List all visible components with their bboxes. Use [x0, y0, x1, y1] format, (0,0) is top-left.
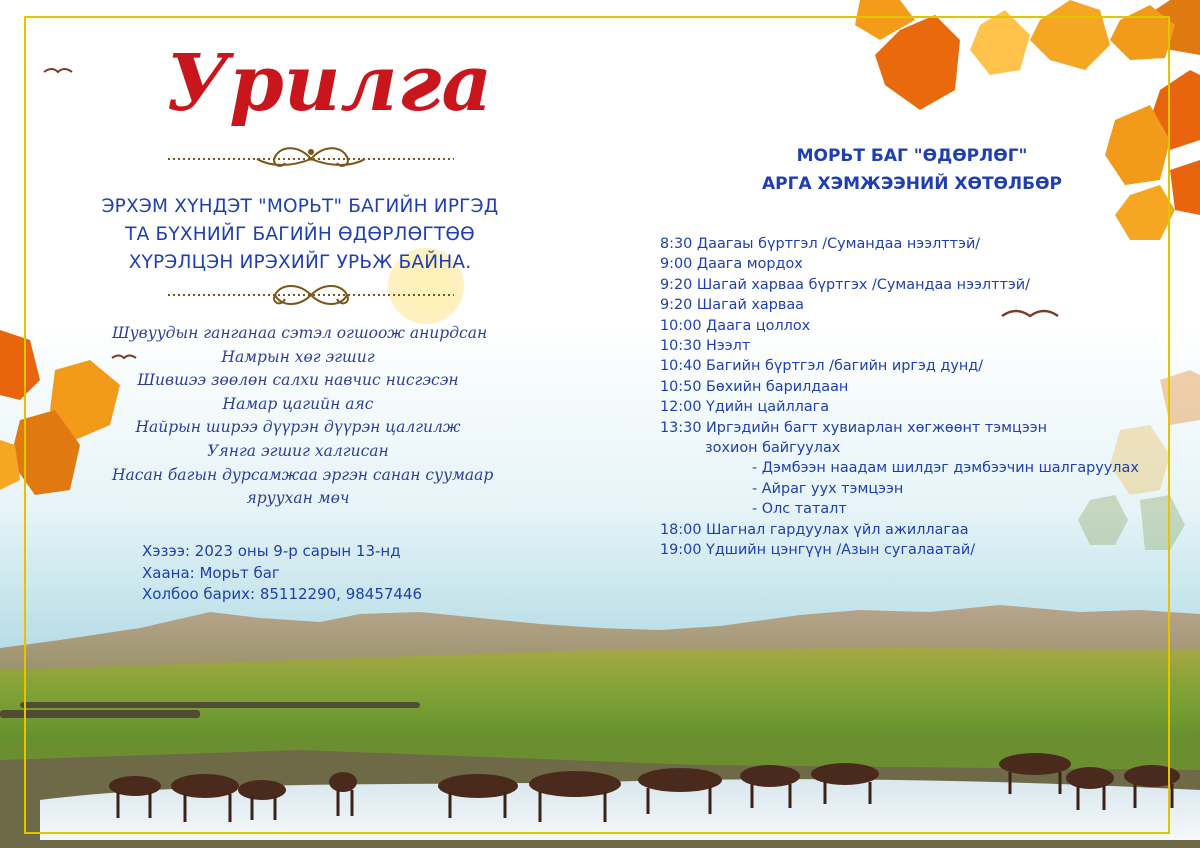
poem-line: Намрын хөг эгшиг	[221, 347, 375, 366]
program-title	[722, 142, 1102, 198]
schedule-row: 19:00 Үдшийн цэнгүүн /Азын сугалаатай/	[660, 542, 976, 559]
poem-line: Намар цагийн аяс	[222, 394, 374, 413]
event-contact: Холбоо барих: 85112290, 98457446	[142, 585, 423, 603]
schedule-row: 10:40 Багийн бүртгэл /багийн иргэд дунд/	[660, 358, 984, 375]
program-title-line: МОРЬТ БАГ "ӨДӨРЛӨГ"	[796, 146, 1028, 166]
poem-line: яруухан мөч	[246, 489, 350, 508]
heading-line: ХҮРЭЛЦЭН ИРЭХИЙГ УРЬЖ БАЙНА.	[128, 252, 472, 273]
poem-line: Уянга эгшиг халгисан	[207, 441, 389, 460]
schedule-row: 8:30 Даагаы бүртгэл /Сумандаа нээлттэй/	[660, 236, 981, 252]
schedule-row: 12:00 Үдийн цайллага	[660, 399, 830, 416]
schedule-row: 9:00 Даага мордох	[660, 256, 803, 273]
poem	[112, 322, 494, 511]
event-date: Хэзээ: 2023 оны 9-р сарын 13-нд	[142, 542, 401, 560]
page-title: Урилга	[166, 38, 493, 129]
poem-line: Найрын ширээ дүүрэн дүүрэн цалгилж	[135, 418, 461, 437]
schedule-subitem: - Айраг уух тэмцээн	[752, 480, 904, 497]
schedule-row: 13:30 Иргэдийн багт хувиарлан хөгжөөнт тэмцээн	[660, 419, 1048, 436]
schedule-row: 18:00 Шагнал гардуулах үйл ажиллагаа	[660, 521, 969, 538]
ornament-divider-top	[168, 140, 454, 170]
schedule-row: 9:20 Шагай харваа бүртгэх /Сумандаа нээлттэй/	[660, 276, 1030, 293]
heading-line: ТА БҮХНИЙГ БАГИЙН ӨДӨРЛӨГТӨӨ	[125, 224, 475, 245]
event-info	[142, 541, 422, 606]
ornament-divider-bottom	[168, 280, 454, 310]
schedule-row: 9:20 Шагай харваа	[660, 297, 804, 314]
poem-line: Насан багын дурсамжаа эргэн санан суумаар	[112, 465, 494, 484]
schedule-row: 10:50 Бөхийн барилдаан	[660, 378, 849, 395]
invitation-heading	[80, 193, 520, 277]
schedule-subitem: - Олс таталт	[752, 501, 847, 518]
poem-line: Шувуудын ганганаа сэтэл огшоож анирдсан	[112, 324, 488, 342]
schedule-row-continuation: зохион байгуулах	[705, 440, 841, 457]
heading-line: ЭРХЭМ ХҮНДЭТ "МОРЬТ" БАГИЙН ИРГЭД	[101, 196, 499, 217]
schedule-row: 10:00 Даага цоллох	[660, 317, 811, 334]
schedule-row: 10:30 Нээлт	[660, 338, 751, 355]
program-title-line: АРГА ХЭМЖЭЭНИЙ ХӨТӨЛБӨР	[762, 174, 1062, 194]
event-location: Хаана: Морьт баг	[142, 563, 280, 582]
poem-line: Шившээ зөөлөн салхи навчис нисгэсэн	[137, 371, 459, 390]
schedule-subitem: - Дэмбээн наадам шилдэг дэмбээчин шалгаруулах	[752, 460, 1139, 477]
program-schedule	[660, 234, 1139, 561]
